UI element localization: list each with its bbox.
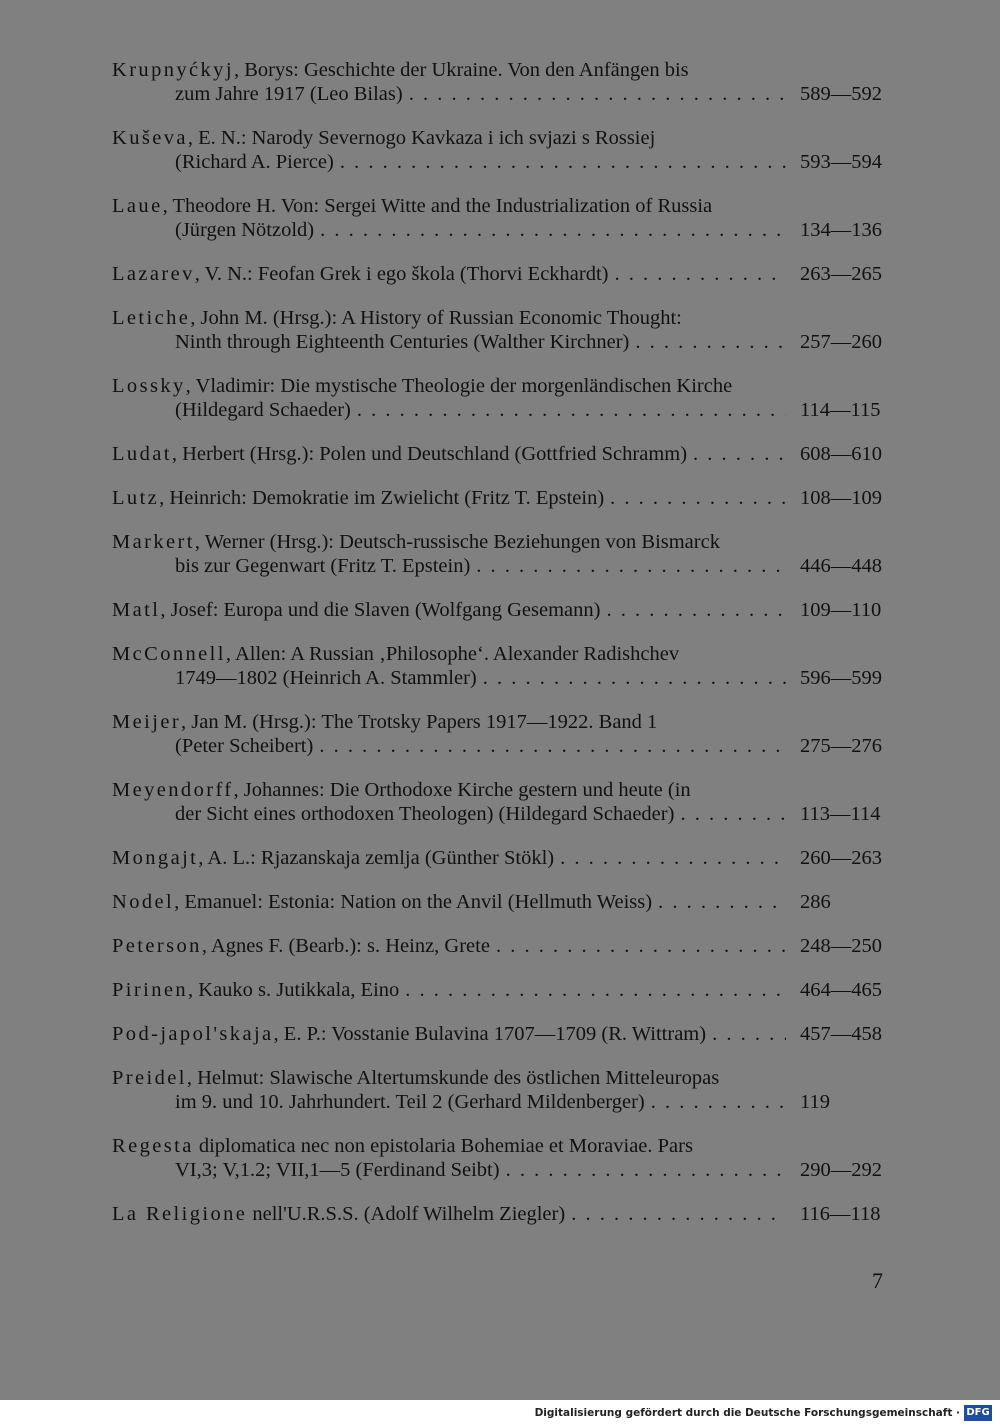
entry-line xyxy=(112,530,888,554)
entry-line xyxy=(112,126,888,150)
entry-pages: 260—263 xyxy=(800,847,882,869)
entry-text: La Religione nell'U.R.S.S. (Adolf Wilhelm Ziegler) xyxy=(112,1203,566,1225)
entry-text: (Hildegard Schaeder) xyxy=(175,399,351,421)
entry-author: Lutz xyxy=(112,487,160,509)
entry-pages: 275—276 xyxy=(800,735,882,757)
entry-pages: 248—250 xyxy=(800,935,882,957)
entry-pages: 114—115 xyxy=(800,399,881,421)
entry-pages: 257—260 xyxy=(800,331,882,353)
entry-line xyxy=(112,194,888,218)
entry-text: (Richard A. Pierce) xyxy=(175,151,334,173)
bibliography-entry xyxy=(112,126,888,174)
entry-author: La Religione xyxy=(112,1203,248,1225)
entry-text: Preidel, Helmut: Slawische Altertumskunde des östlichen Mitteleuropas xyxy=(112,1067,720,1089)
entry-pages: 608—610 xyxy=(800,443,882,465)
entry-author: Lossky xyxy=(112,375,186,397)
entry-author: Pod-japol'skaja xyxy=(112,1023,274,1045)
entry-pages: 596—599 xyxy=(800,667,882,689)
entry-line xyxy=(112,398,888,422)
entry-text: Pod-japol'skaja, E. P.: Vosstanie Bulavina 1707—1709 (R. Wittram) xyxy=(112,1023,707,1045)
entry-line xyxy=(112,778,888,802)
entry-text: Pirinen, Kauko s. Jutikkala, Eino xyxy=(112,979,400,1001)
entry-author: Kuševa xyxy=(112,127,188,149)
entry-text: VI,3; V,1.2; VII,1—5 (Ferdinand Seibt) xyxy=(175,1159,500,1181)
entry-text: Ninth through Eighteenth Centuries (Walther Kirchner) xyxy=(175,331,630,353)
dot-leader xyxy=(483,666,786,690)
page-number: 7 xyxy=(872,1268,883,1293)
entry-line xyxy=(112,330,888,354)
footer-text: Digitalisierung gefördert durch die Deutsche Forschungsgemeinschaft · xyxy=(534,1407,960,1419)
entry-author: Meijer xyxy=(112,711,182,733)
entry-text: Mongajt, A. L.: Rjazanskaja zemlja (Günther Stökl) xyxy=(112,847,555,869)
entry-author: Markert xyxy=(112,531,195,553)
bibliography-entry xyxy=(112,710,888,758)
entry-line xyxy=(112,666,888,690)
dot-leader xyxy=(340,150,786,174)
entry-text: Laue, Theodore H. Von: Sergei Witte and the Industrialization of Russia xyxy=(112,195,713,217)
bibliography-entry xyxy=(112,778,888,826)
entry-author: Pirinen xyxy=(112,979,189,1001)
dot-leader xyxy=(712,1022,786,1046)
bibliography-entry xyxy=(112,846,888,870)
digitization-footer xyxy=(0,1400,1000,1427)
dot-leader xyxy=(476,554,786,578)
entry-text: (Jürgen Nötzold) xyxy=(175,219,315,241)
entry-text: Lazarev, V. N.: Feofan Grek i ego škola (Thorvi Eckhardt) xyxy=(112,263,609,285)
entry-line xyxy=(112,710,888,734)
dot-leader xyxy=(651,1090,786,1114)
bibliography-entry xyxy=(112,890,888,914)
entry-pages: 589—592 xyxy=(800,83,882,105)
bibliography-entry xyxy=(112,1066,888,1114)
entry-text: zum Jahre 1917 (Leo Bilas) xyxy=(175,83,403,105)
dot-leader xyxy=(606,598,786,622)
dot-leader xyxy=(680,802,786,826)
entry-line xyxy=(112,1090,888,1114)
bibliography-entry xyxy=(112,1134,888,1182)
entry-text: Ludat, Herbert (Hrsg.): Polen und Deutschland (Gottfried Schramm) xyxy=(112,443,688,465)
dot-leader xyxy=(320,218,786,242)
entry-pages: 286 xyxy=(800,891,831,913)
entry-line xyxy=(112,306,888,330)
dot-leader xyxy=(409,82,786,106)
dot-leader xyxy=(610,486,786,510)
entry-line xyxy=(112,1134,888,1158)
entry-text: Peterson, Agnes F. (Bearb.): s. Heinz, Grete xyxy=(112,935,490,957)
dot-leader xyxy=(506,1158,786,1182)
entry-line xyxy=(112,934,888,958)
entry-pages: 116—118 xyxy=(800,1203,881,1225)
entry-text: Lutz, Heinrich: Demokratie im Zwielicht (Fritz T. Epstein) xyxy=(112,487,605,509)
entry-line xyxy=(112,978,888,1002)
bibliography-entry xyxy=(112,374,888,422)
entry-line xyxy=(112,642,888,666)
entry-author: Meyendorff xyxy=(112,779,234,801)
entry-author: Nodel xyxy=(112,891,175,913)
entry-line xyxy=(112,554,888,578)
entry-text: Krupnyćkyj, Borys: Geschichte der Ukraine. Von den Anfängen bis xyxy=(112,59,689,81)
dot-leader xyxy=(693,442,786,466)
entry-pages: 593—594 xyxy=(800,151,882,173)
entry-text: McConnell, Allen: A Russian ‚Philosophe‘. Alexander Radishchev xyxy=(112,643,680,665)
entry-pages: 134—136 xyxy=(800,219,882,241)
entry-author: Krupnyćkyj xyxy=(112,59,234,81)
entry-author: Laue xyxy=(112,195,163,217)
bibliography-entry xyxy=(112,934,888,958)
entry-line xyxy=(112,82,888,106)
bibliography-entry xyxy=(112,642,888,690)
dot-leader xyxy=(496,934,786,958)
entry-line xyxy=(112,262,888,286)
entry-pages: 113—114 xyxy=(800,803,881,825)
entry-line xyxy=(112,1066,888,1090)
entry-text: Markert, Werner (Hrsg.): Deutsch-russische Beziehungen von Bismarck xyxy=(112,531,720,553)
entry-text: im 9. und 10. Jahrhundert. Teil 2 (Gerhard Mildenberger) xyxy=(175,1091,645,1113)
entry-author: Letiche xyxy=(112,307,191,329)
entry-text: Lossky, Vladimir: Die mystische Theologie der morgenländischen Kirche xyxy=(112,375,733,397)
entry-text: Letiche, John M. (Hrsg.): A History of Russian Economic Thought: xyxy=(112,307,682,329)
entry-line xyxy=(112,598,888,622)
dfg-logo-icon: DFG xyxy=(964,1405,992,1421)
bibliography-entry xyxy=(112,306,888,354)
entry-pages: 464—465 xyxy=(800,979,882,1001)
entry-text: der Sicht eines orthodoxen Theologen) (Hildegard Schaeder) xyxy=(175,803,675,825)
dot-leader xyxy=(357,398,786,422)
entry-author: Matl xyxy=(112,599,161,621)
entry-pages: 109—110 xyxy=(800,599,882,621)
entry-line xyxy=(112,58,888,82)
entry-text: Kuševa, E. N.: Narody Severnogo Kavkaza i ich svjazi s Rossiej xyxy=(112,127,656,149)
entry-author: Mongajt xyxy=(112,847,199,869)
bibliography-entry xyxy=(112,1022,888,1046)
bibliography-list xyxy=(112,58,888,1246)
bibliography-entry xyxy=(112,194,888,242)
entry-line xyxy=(112,1202,888,1226)
entry-author: Preidel xyxy=(112,1067,187,1089)
entry-text: 1749—1802 (Heinrich A. Stammler) xyxy=(175,667,477,689)
entry-text: Matl, Josef: Europa und die Slaven (Wolfgang Gesemann) xyxy=(112,599,601,621)
entry-line xyxy=(112,1158,888,1182)
entry-line xyxy=(112,218,888,242)
entry-line xyxy=(112,486,888,510)
bibliography-entry xyxy=(112,262,888,286)
entry-line xyxy=(112,374,888,398)
entry-author: McConnell xyxy=(112,643,226,665)
dot-leader xyxy=(571,1202,786,1226)
entry-pages: 446—448 xyxy=(800,555,882,577)
entry-pages: 119 xyxy=(800,1091,830,1113)
entry-line xyxy=(112,1022,888,1046)
entry-author: Regesta xyxy=(112,1135,194,1157)
entry-line xyxy=(112,734,888,758)
dot-leader xyxy=(560,846,786,870)
dot-leader xyxy=(405,978,786,1002)
bibliography-entry xyxy=(112,58,888,106)
entry-line xyxy=(112,150,888,174)
bibliography-entry xyxy=(112,442,888,466)
entry-pages: 290—292 xyxy=(800,1159,882,1181)
bibliography-entry xyxy=(112,598,888,622)
entry-pages: 263—265 xyxy=(800,263,882,285)
entry-author: Ludat xyxy=(112,443,172,465)
dot-leader xyxy=(635,330,786,354)
entry-text: Nodel, Emanuel: Estonia: Nation on the Anvil (Hellmuth Weiss) xyxy=(112,891,653,913)
dot-leader xyxy=(658,890,786,914)
dot-leader xyxy=(615,262,786,286)
entry-line xyxy=(112,846,888,870)
entry-text: Regesta diplomatica nec non epistolaria Bohemiae et Moraviae. Pars xyxy=(112,1135,693,1157)
bibliography-entry xyxy=(112,530,888,578)
bibliography-entry xyxy=(112,978,888,1002)
bibliography-entry xyxy=(112,486,888,510)
entry-text: Meyendorff, Johannes: Die Orthodoxe Kirche gestern und heute (in xyxy=(112,779,691,801)
entry-author: Lazarev xyxy=(112,263,195,285)
dot-leader xyxy=(319,734,786,758)
entry-text: (Peter Scheibert) xyxy=(175,735,314,757)
bibliography-entry xyxy=(112,1202,888,1226)
entry-author: Peterson xyxy=(112,935,202,957)
entry-line xyxy=(112,802,888,826)
entry-pages: 108—109 xyxy=(800,487,882,509)
entry-line xyxy=(112,890,888,914)
entry-text: Meijer, Jan M. (Hrsg.): The Trotsky Papers 1917—1922. Band 1 xyxy=(112,711,658,733)
entry-line xyxy=(112,442,888,466)
entry-pages: 457—458 xyxy=(800,1023,882,1045)
entry-text: bis zur Gegenwart (Fritz T. Epstein) xyxy=(175,555,471,577)
